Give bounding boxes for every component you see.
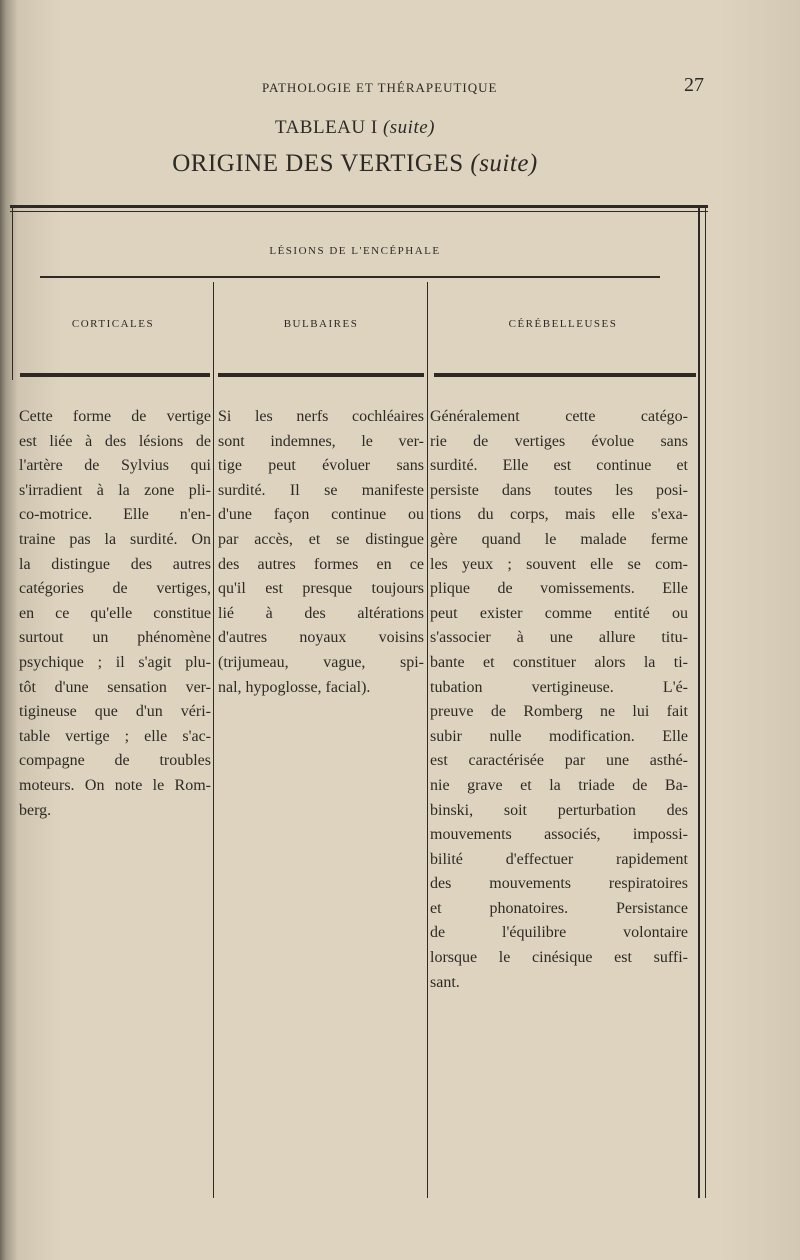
text-line: les yeux ; souvent elle se com- — [430, 555, 688, 573]
text-line: co-motrice. Elle n'en- — [19, 506, 211, 524]
table-top-rule — [10, 205, 708, 208]
text-line: catégories de vertiges, — [19, 580, 211, 598]
text-line: plique de vomissements. Elle — [430, 580, 688, 598]
text-line: tige peut évoluer sans — [218, 457, 424, 475]
column-header-corticales: CORTICALES — [71, 318, 155, 330]
column-divider-2 — [427, 282, 428, 1198]
table-label-suffix: (suite) — [382, 117, 435, 138]
text-line: mouvements associés, impossi- — [430, 826, 688, 844]
text-line: lié à des altérations — [218, 604, 424, 622]
table-title-text: ORIGINE DES VERTIGES — [172, 150, 464, 177]
text-line: (trijumeau, vague, spi- — [218, 653, 424, 671]
text-line: gère quand le malade ferme — [430, 530, 688, 548]
column-divider-1 — [213, 282, 214, 1198]
text-line: psychique ; il s'agit plu- — [19, 653, 211, 671]
text-line: sant. — [430, 973, 460, 991]
text-line: persiste dans toutes les posi- — [430, 481, 688, 499]
header-rule-col-3 — [434, 373, 696, 377]
text-line: traine pas la surdité. On — [19, 530, 211, 548]
table-left-border — [12, 208, 13, 380]
text-line: table vertige ; elle s'ac- — [19, 727, 211, 745]
column-text-bulbaires — [218, 405, 424, 700]
text-line: tubation vertigineuse. L'é- — [430, 678, 688, 696]
group-header: LÉSIONS DE L'ENCÉPHALE — [269, 245, 441, 257]
header-rule-col-2 — [218, 373, 424, 377]
text-line: tions du corps, mais elle s'exa- — [430, 506, 688, 524]
column-text-cerebelleuses — [430, 405, 688, 995]
text-line: lorsque le cinésique est suffi- — [430, 949, 688, 967]
text-line: tôt d'une sensation ver- — [19, 678, 211, 696]
header-rule-col-1 — [20, 373, 210, 377]
text-line: en ce qu'elle constitue — [19, 604, 211, 622]
text-line: est caractérisée par une asthé- — [430, 752, 688, 770]
text-line: surtout un phénomène — [19, 629, 211, 647]
table-right-border — [698, 208, 700, 1198]
table-right-border-outer — [705, 208, 706, 1198]
text-line: subir nulle modification. Elle — [430, 727, 688, 745]
text-line: et phonatoires. Persistance — [430, 899, 688, 917]
column-header-cerebelleuses: CÉRÉBELLEUSES — [508, 318, 618, 330]
text-line: binski, soit perturbation des — [430, 801, 688, 819]
text-line: berg. — [19, 801, 52, 819]
table-title-suffix: (suite) — [470, 150, 538, 177]
table-label-text: TABLEAU I — [274, 117, 378, 138]
text-line: de l'équilibre volontaire — [430, 924, 688, 942]
text-line: des mouvements respiratoires — [430, 875, 688, 893]
text-line: par accès, et se distingue — [218, 530, 424, 548]
text-line: bante et constituer alors la ti- — [430, 653, 688, 671]
text-line: surdité. Elle est continue et — [430, 457, 688, 475]
table-title — [0, 150, 710, 178]
text-line: s'associer à une allure titu- — [430, 629, 688, 647]
text-line: Si les nerfs cochléaires — [218, 408, 424, 425]
text-line: preuve de Romberg ne lui fait — [430, 703, 688, 721]
text-line: nal, hypoglosse, facial). — [218, 678, 371, 696]
text-line: rie de vertiges évolue sans — [430, 432, 688, 450]
table-label — [0, 117, 710, 139]
column-header-bulbaires: BULBAIRES — [283, 318, 359, 330]
text-line: sont indemnes, le ver- — [218, 432, 424, 450]
running-title: PATHOLOGIE ET THÉRAPEUTIQUE — [262, 80, 498, 95]
text-line: s'irradient à la zone pli- — [19, 481, 211, 499]
text-line: qu'il est presque toujours — [218, 580, 424, 598]
text-line: Cette forme de vertige — [19, 408, 211, 425]
text-line: des autres formes en ce — [218, 555, 424, 573]
text-line: tigineuse que d'un véri- — [19, 703, 211, 721]
table-top-rule-thin — [10, 211, 708, 212]
text-line: peut exister comme entité ou — [430, 604, 688, 622]
text-line: d'une façon continue ou — [218, 506, 424, 524]
text-line: est liée à des lésions de — [19, 432, 211, 450]
text-line: nie grave et la triade de Ba- — [430, 776, 688, 794]
text-line: bilité d'effectuer rapidement — [430, 850, 688, 868]
text-line: la distingue des autres — [19, 555, 211, 573]
group-underline — [40, 276, 660, 278]
text-line: Généralement cette catégo- — [430, 408, 688, 425]
page-number: 27 — [684, 74, 704, 96]
text-line: compagne de troubles — [19, 752, 211, 770]
text-line: d'autres noyaux voisins — [218, 629, 424, 647]
column-text-corticales — [19, 405, 211, 823]
text-line: moteurs. On note le Rom- — [19, 776, 211, 794]
text-line: l'artère de Sylvius qui — [19, 457, 211, 475]
text-line: surdité. Il se manifeste — [218, 481, 424, 499]
